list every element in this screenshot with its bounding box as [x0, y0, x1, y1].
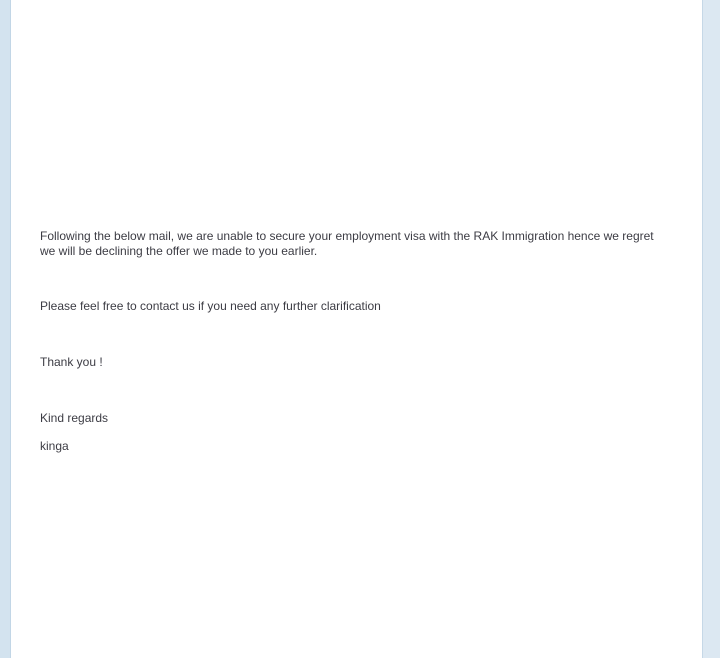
message-paragraph-contact: Please feel free to contact us if you need any further clarification: [40, 299, 381, 313]
email-message: [40, 229, 670, 454]
message-closing: Kind regards: [40, 411, 109, 425]
right-scroll-edge[interactable]: [702, 0, 720, 658]
left-window-edge: [0, 0, 11, 658]
email-body: [11, 0, 702, 658]
message-signature: kinga: [40, 439, 69, 453]
message-paragraph-notice: Following the below mail, we are unable to secure your employment visa with the RAK Immigration hence we regret we will be declining the offer we made to you earlier.: [40, 229, 657, 258]
message-thanks: Thank you !: [40, 355, 103, 369]
